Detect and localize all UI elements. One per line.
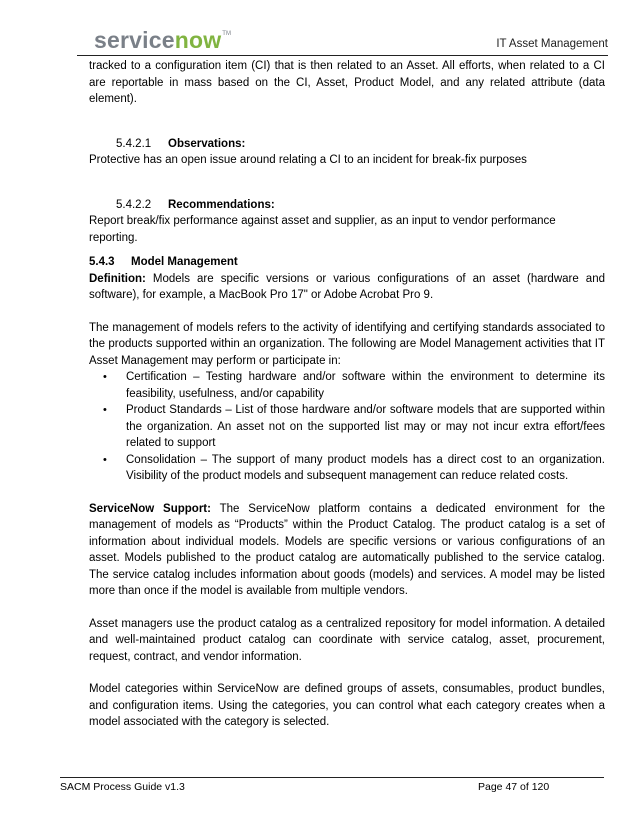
servicenow-support-paragraph	[89, 501, 605, 600]
recommendations-number: 5.4.2.2	[116, 198, 152, 211]
recommendations-title: Recommendations:	[168, 198, 275, 211]
management-paragraph: The management of models refers to the activity of identifying and certifying standards associated to the products supported within an organization. The following are Model Management activities that IT Asset Management may perform or participate in:	[89, 321, 605, 367]
definition-label: Definition:	[89, 272, 146, 285]
page-content	[89, 58, 605, 731]
bullet-icon: •	[103, 404, 107, 416]
footer-document-title: SACM Process Guide v1.3	[60, 781, 185, 793]
section-number: 5.4.3	[89, 256, 115, 268]
header-divider	[77, 55, 608, 56]
activities-list	[89, 369, 605, 485]
recommendations-heading	[89, 197, 605, 214]
list-item: • Product Standards – List of those hardware and/or software models that are supported within the organization. An asset not on the supported list may or may not incur extra effort/fees related to support	[103, 404, 605, 449]
logo-trademark: TM	[222, 31, 231, 37]
section-heading	[89, 254, 605, 271]
section-title: Model Management	[131, 256, 238, 268]
asset-managers-paragraph: Asset managers use the product catalog as a centralized repository for model information. A detailed and well-maintained product catalog can coordinate with service catalog, asset, procurement, request, contract, and vendor information.	[89, 617, 605, 663]
header-title: IT Asset Management	[496, 38, 608, 50]
footer-divider	[60, 777, 604, 778]
observations-heading	[89, 136, 605, 153]
definition-text: Models are specific versions or various configurations of an asset (hardware and software), for example, a MacBook Pro 17" or Adobe Acrobat Pro 9.	[89, 272, 605, 301]
servicenow-logo	[94, 27, 231, 54]
servicenow-support-label: ServiceNow Support:	[89, 502, 211, 515]
recommendations-text: Report break/fix performance against asset and supplier, as an input to vendor performance reporting.	[89, 215, 556, 244]
bullet-icon: •	[103, 371, 107, 383]
logo-text-service: service	[94, 27, 175, 53]
servicenow-support-text: The ServiceNow platform contains a dedicated environment for the management of models as “Products” within the Product Catalog. The product catalog is a set of information about individual models. Models are specific versions or various configurations of an asset. Models published to the product catalog are automatically published to the service catalog. The service catalog includes information about goods (models) and services. A model may be listed more than once if the model is available from multiple vendors.	[89, 502, 605, 597]
logo-text-now: now	[174, 27, 222, 53]
list-item: • Consolidation – The support of many product models has a direct cost to an organization. Visibility of the product models and subsequent management can reduce related costs.	[103, 453, 605, 482]
observations-number: 5.4.2.1	[116, 137, 152, 150]
observations-text: Protective has an open issue around relating a CI to an incident for break-fix purposes	[89, 154, 527, 166]
model-categories-paragraph: Model categories within ServiceNow are defined groups of assets, consumables, product bundles, and configuration items. Using the categories, you can control what each category creates when a model associated with the category is selected.	[89, 683, 605, 728]
footer-page-number: Page 47 of 120	[478, 781, 550, 793]
intro-paragraph: tracked to a configuration item (CI) that is then related to an Asset. All efforts, when related to a CI are reportable in mass based on the CI, Asset, Product Model, and any related attribute (data element).	[89, 60, 605, 105]
bullet-icon: •	[103, 453, 107, 466]
definition-paragraph	[89, 271, 605, 304]
list-item: • Certification – Testing hardware and/or software within the environment to determine its feasibility, usefulness, and/or capability	[103, 371, 605, 400]
observations-title: Observations:	[168, 137, 246, 150]
